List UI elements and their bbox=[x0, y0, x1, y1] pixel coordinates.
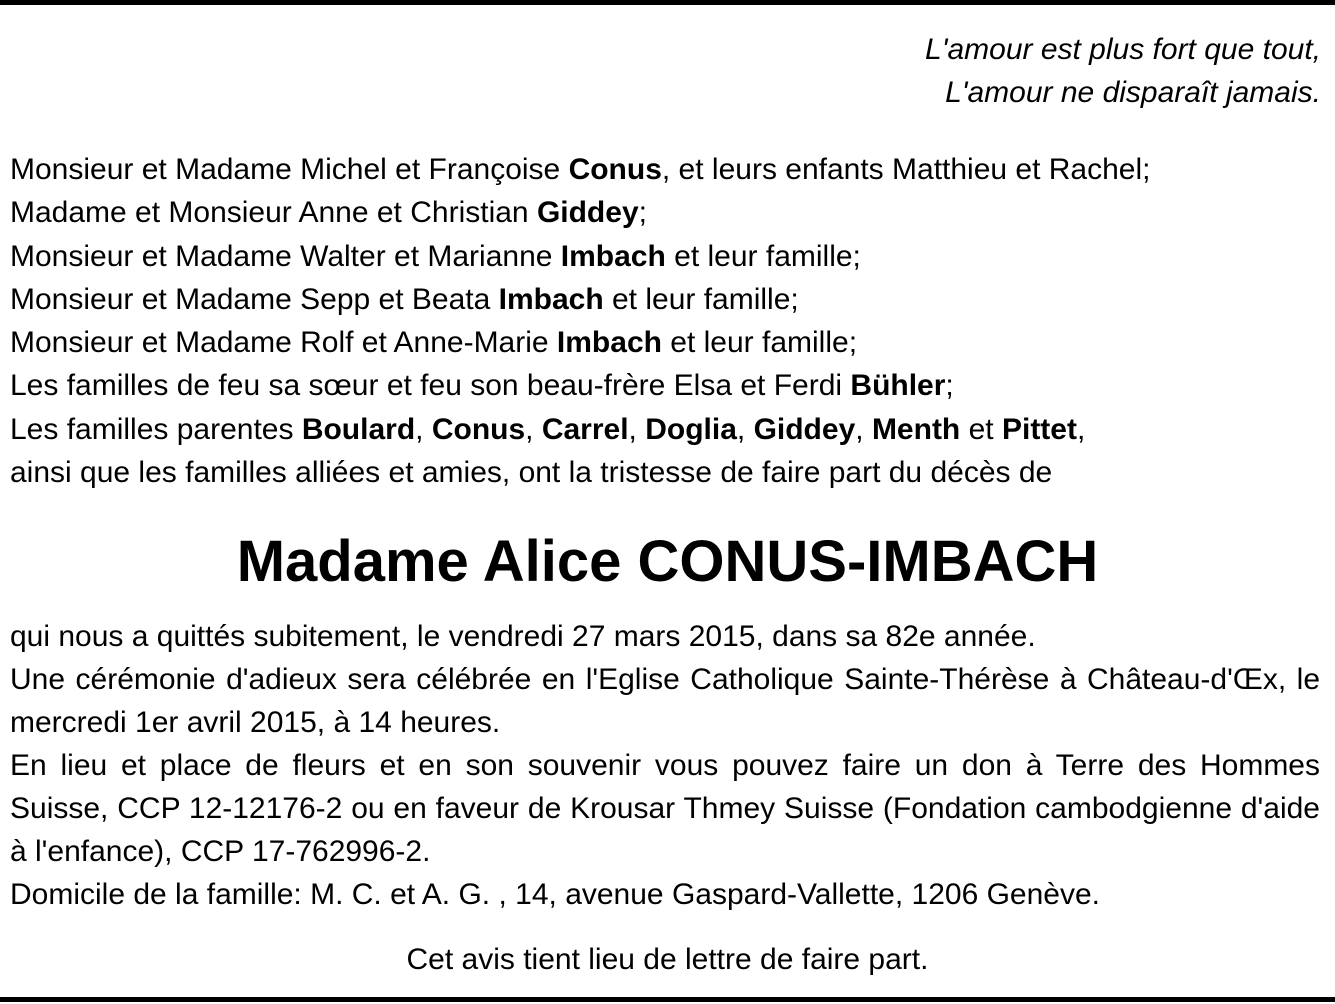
family-line bbox=[10, 235, 1330, 278]
death-info: qui nous a quittés subitement, le vendredi 27 mars 2015, dans sa 82e année. bbox=[10, 620, 1036, 653]
relatives-text: Les familles parentes bbox=[10, 412, 302, 446]
family-text: Monsieur et Madame Sepp et Beata bbox=[10, 282, 499, 316]
family-text: Les familles de feu sa sœur et feu son beau-frère Elsa et Ferdi bbox=[10, 369, 851, 403]
family-text: Monsieur et Madame Michel et Françoise bbox=[10, 153, 569, 186]
family-line bbox=[10, 321, 1330, 364]
family-line bbox=[10, 148, 1330, 191]
family-text: et leur famille; bbox=[661, 326, 858, 360]
relatives-text: , bbox=[1076, 412, 1086, 446]
relative-surname: Carrel bbox=[541, 412, 629, 446]
top-rule bbox=[0, 0, 1335, 5]
separator: , bbox=[415, 412, 432, 446]
family-surname: Bühler bbox=[850, 369, 946, 403]
relative-surname: Conus bbox=[431, 412, 526, 446]
family-line bbox=[10, 278, 1330, 321]
ceremony-info: Une cérémonie d'adieux sera célébrée en l'Eglise Catholique Sainte-Thérèse à Château-d'Œx, le mercredi 1er avril 2015, à 14 heures. bbox=[10, 663, 1320, 739]
family-text: ; bbox=[945, 369, 954, 403]
family-text: Madame et Monsieur Anne et Christian bbox=[10, 196, 537, 230]
relative-surname: Giddey bbox=[753, 412, 856, 446]
separator: , bbox=[525, 412, 542, 446]
domicile-info: Domicile de la famille: M. C. et A. G. , 14, avenue Gaspard-Vallette, 1206 Genève. bbox=[10, 878, 1100, 911]
family-text: , et leurs enfants Matthieu et Rachel; bbox=[661, 153, 1151, 186]
family-line bbox=[10, 191, 1330, 234]
family-surname: Imbach bbox=[556, 326, 662, 360]
family-line bbox=[10, 364, 1330, 407]
family-list bbox=[10, 148, 1330, 494]
family-surname: Imbach bbox=[498, 282, 604, 316]
closing-note: Cet avis tient lieu de lettre de faire part. bbox=[406, 943, 929, 976]
relative-surname: Pittet bbox=[1001, 412, 1077, 446]
family-text: Monsieur et Madame Walter et Marianne bbox=[10, 239, 561, 273]
epigraph-line-1: L'amour est plus fort que tout, bbox=[925, 33, 1321, 66]
donation-info: En lieu et place de fleurs et en son souvenir vous pouvez faire un don à Terre des Hommes Suisse, CCP 12-12176-2 ou en faveur de Krousar Thmey Suisse (Fondation cambodgienne d'aide à l'enfance), CCP 17-762996-2. bbox=[10, 749, 1320, 868]
details bbox=[10, 615, 1320, 916]
family-surname: Giddey bbox=[536, 196, 639, 230]
relative-surname: Menth bbox=[871, 412, 961, 446]
announcement-line: ainsi que les familles alliées et amies, ont la tristesse de faire part du décès de bbox=[10, 456, 1053, 490]
epigraph bbox=[925, 28, 1321, 114]
family-text: ; bbox=[638, 196, 647, 230]
bottom-rule bbox=[0, 997, 1335, 1002]
separator: , bbox=[736, 412, 754, 446]
conjunction: et bbox=[960, 412, 1002, 446]
deceased-name: Madame Alice CONUS-IMBACH bbox=[236, 529, 1099, 594]
epigraph-line-2: L'amour ne disparaît jamais. bbox=[945, 76, 1321, 109]
family-surname: Imbach bbox=[560, 239, 666, 273]
separator: , bbox=[628, 412, 646, 446]
separator: , bbox=[855, 412, 872, 446]
family-text: et leur famille; bbox=[665, 239, 861, 273]
relative-surname: Boulard bbox=[301, 412, 416, 446]
family-text: et leur famille; bbox=[603, 282, 799, 316]
relative-surname: Doglia bbox=[645, 412, 737, 446]
relatives-line bbox=[10, 408, 1330, 451]
family-surname: Conus bbox=[568, 153, 662, 186]
family-text: Monsieur et Madame Rolf et Anne-Marie bbox=[10, 326, 557, 360]
